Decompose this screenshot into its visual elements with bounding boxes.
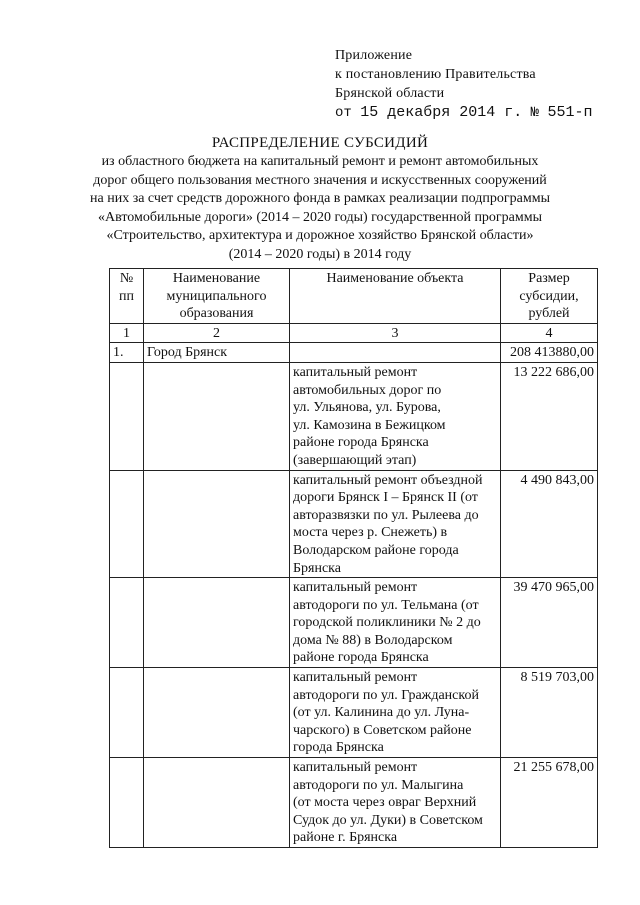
object-name xyxy=(290,362,501,470)
row-municipality-empty xyxy=(144,362,290,470)
table-row xyxy=(110,668,598,758)
object-line: районе города Брянска xyxy=(293,435,429,451)
object-amount: 39 470 965,00 xyxy=(501,578,598,668)
row-number-empty xyxy=(110,578,144,668)
object-line: города Брянска xyxy=(293,740,384,756)
object-amount: 4 490 843,00 xyxy=(501,470,598,578)
document-subtitle xyxy=(60,153,580,264)
table-header-row xyxy=(110,269,598,324)
document-title: РАСПРЕДЕЛЕНИЕ СУБСИДИЙ xyxy=(211,135,429,151)
row-number-empty xyxy=(110,668,144,758)
municipality-row xyxy=(110,343,598,363)
row-municipality-empty xyxy=(144,758,290,848)
table-row xyxy=(110,470,598,578)
table-row xyxy=(110,362,598,470)
object-line: моста через р. Снежеть) в xyxy=(293,525,448,541)
object-line: автодороги по ул. Гражданской xyxy=(293,687,479,703)
subtitle-line-3: на них за счет средств дорожного фонда в рамках реализации подпрограммы xyxy=(90,191,550,206)
object-line: Володарском районе города xyxy=(293,542,459,558)
numbering-cell: 1 xyxy=(110,323,144,343)
object-line: районе г. Брянска xyxy=(293,830,398,846)
appendix-block xyxy=(335,46,592,123)
header-amount xyxy=(501,269,598,324)
municipality-object-empty xyxy=(290,343,501,363)
table-row xyxy=(110,578,598,668)
municipality-total: 208 413880,00 xyxy=(501,343,598,363)
appendix-line-3: Брянской области xyxy=(335,86,445,101)
header-number xyxy=(110,269,144,324)
object-line: дороги Брянск I – Брянск II (от xyxy=(293,490,478,506)
header-municipality-line: образования xyxy=(179,306,254,322)
object-name xyxy=(290,758,501,848)
header-municipality xyxy=(144,269,290,324)
row-number-empty xyxy=(110,470,144,578)
object-amount: 21 255 678,00 xyxy=(501,758,598,848)
subtitle-line-1: из областного бюджета на капитальный ремонт и ремонт автомобильных xyxy=(101,154,539,169)
object-line: чарского) в Советском районе xyxy=(293,722,472,738)
appendix-date-line xyxy=(335,103,592,123)
object-line: автомобильных дорог по xyxy=(293,382,442,398)
row-municipality-empty xyxy=(144,578,290,668)
table-row xyxy=(110,758,598,848)
object-line: автодороги по ул. Тельмана (от xyxy=(293,597,479,613)
object-line: ул. Камозина в Бежицком xyxy=(293,417,446,433)
header-number-line: пп xyxy=(119,288,134,304)
appendix-line-1: Приложение xyxy=(335,48,413,63)
object-line: (завершающий этап) xyxy=(293,452,417,468)
object-line: капитальный ремонт xyxy=(293,580,418,596)
object-line: капитальный ремонт xyxy=(293,670,418,686)
table-numbering-row xyxy=(110,323,598,343)
numbering-cell: 2 xyxy=(144,323,290,343)
header-amount-line: Размер xyxy=(528,271,570,286)
object-amount: 8 519 703,00 xyxy=(501,668,598,758)
object-line: районе города Брянска xyxy=(293,650,429,666)
object-line: ул. Ульянова, ул. Бурова, xyxy=(293,400,441,416)
object-line: (от ул. Калинина до ул. Луна- xyxy=(293,705,470,721)
header-object-line: Наименование объекта xyxy=(326,271,464,286)
subtitle-line-6: (2014 – 2020 годы) в 2014 году xyxy=(228,246,412,262)
object-name xyxy=(290,578,501,668)
date-value: 15 декабря 2014 г. xyxy=(360,104,523,121)
row-number-empty xyxy=(110,758,144,848)
municipality-number: 1. xyxy=(110,343,144,363)
municipality-name: Город Брянск xyxy=(144,343,290,363)
row-municipality-empty xyxy=(144,470,290,578)
header-municipality-line: Наименование xyxy=(172,271,261,286)
header-number-line: № xyxy=(119,271,134,286)
numbering-cell: 3 xyxy=(290,323,501,343)
row-municipality-empty xyxy=(144,668,290,758)
object-line: (от моста через овраг Верхний xyxy=(293,795,477,811)
object-line: автодороги по ул. Малыгина xyxy=(293,777,464,793)
subtitle-line-4: «Автомобильные дороги» (2014 – 2020 годы) государственной программы xyxy=(97,209,543,225)
appendix-line-2: к постановлению Правительства xyxy=(335,67,536,82)
object-name xyxy=(290,470,501,578)
object-line: капитальный ремонт xyxy=(293,364,418,380)
number-value: 551-п xyxy=(547,104,593,121)
header-object xyxy=(290,269,501,324)
object-line: авторазвязки по ул. Рылеева до xyxy=(293,507,479,523)
header-municipality-line: муниципального xyxy=(166,288,267,304)
object-name xyxy=(290,668,501,758)
row-number-empty xyxy=(110,362,144,470)
subtitle-line-2: дорог общего пользования местного значения и искусственных сооружений xyxy=(93,172,547,188)
date-prefix: от xyxy=(335,105,352,121)
subtitle-line-5: «Строительство, архитектура и дорожное хозяйство Брянской области» xyxy=(106,228,534,243)
object-line: дома № 88) в Володарском xyxy=(293,632,453,648)
numbering-cell: 4 xyxy=(501,323,598,343)
object-line: Брянска xyxy=(293,560,341,576)
subsidy-table xyxy=(109,268,598,848)
object-line: городской поликлиники № 2 до xyxy=(293,615,481,631)
object-line: капитальный ремонт xyxy=(293,760,418,776)
header-amount-line: субсидии, xyxy=(519,288,579,304)
number-prefix: № xyxy=(530,105,540,121)
object-amount: 13 222 686,00 xyxy=(501,362,598,470)
object-line: Судок до ул. Дуки) в Советском xyxy=(293,812,483,828)
object-line: капитальный ремонт объездной xyxy=(293,472,483,488)
header-amount-line: рублей xyxy=(528,306,570,322)
